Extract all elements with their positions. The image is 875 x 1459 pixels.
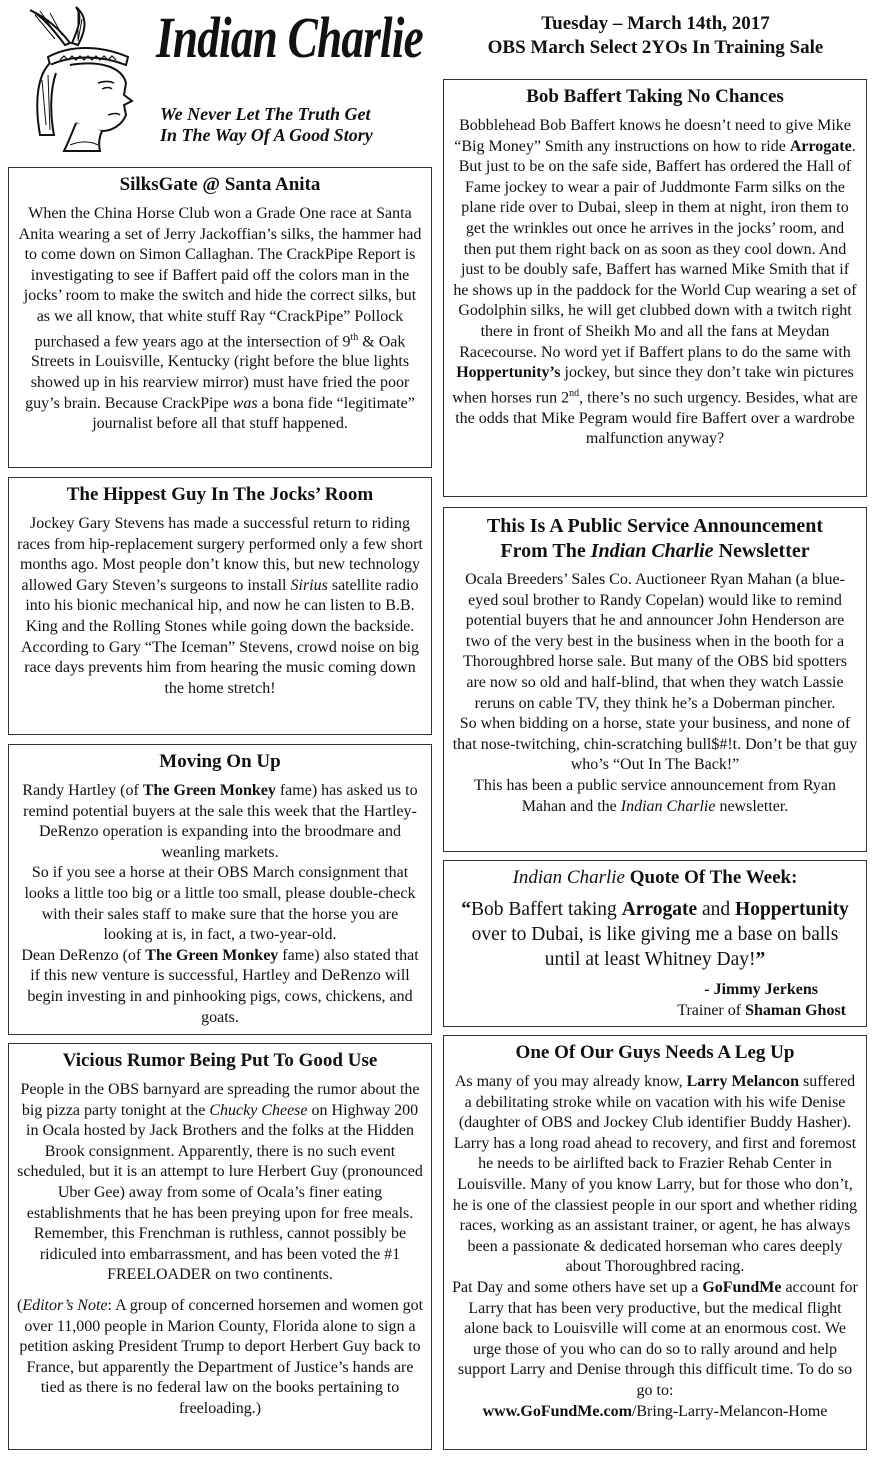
article-body: Pat Day and some others have set up a GoFundMe account for Larry that has been very productive, but the medical flight alone back to Louisville will come at an enormous cost. We urge those of you who can do so to rally around and help support Larry and Denise through this difficult time. To do so go to: [452,1278,858,1399]
quote-attribution: - Jimmy Jerkens [704,981,818,998]
quote-of-the-week [443,860,867,1027]
article-vicious-rumor [8,1043,432,1450]
editors-note: (Editor’s Note: A group of concerned horsemen and women got over 11,000 people in Marion County, Florida alone to sign a petition asking President Trump to deport Herbert Guy back to France, but apparently the Department of Justice’s hands are tied as there is no federal law on the books pertaining to freeloading.) [17,1296,424,1417]
masthead-motto [160,104,373,146]
article-body: When the China Horse Club won a Grade One race at Santa Anita wearing a set of Jerry Jackoffian’s silks, the hammer had to come down on Simon Callaghan. The CrackPipe Report is investigating to see if Baffert paid off the colors man in the jocks’ room to make the switch and hide the correct silks, but as we all know, that white stuff Ray “CrackPipe” Pollock purchased a few years ago at the intersection of 9th & Oak Streets in Louisville, Kentucky (right before the blue lights showed up in his rearview mirror) must have fried the poor guy’s brain. Because CrackPipe was a bona fide “legitimate” journalist before all that stuff happened. [18,205,422,433]
article-title: This Is A Public Service Announcement From The Indian Charlie Newsletter [486,515,824,562]
motto-line: In The Way Of A Good Story [160,125,373,145]
article-public-service [443,507,867,852]
quote-text: “Bob Baffert taking Arrogate and Hoppertunity over to Dubai, is like giving me a base on balls until at least Whitney Day!” [461,899,849,970]
article-title: Moving On Up [159,751,281,772]
article-silksgate [8,167,432,468]
issue-header [443,12,868,60]
article-body: Dean DeRenzo (of The Green Monkey fame) also stated that if this new venture is successful, Hartley and DeRenzo will begin investing in and pinhooking pigs, cows, chickens, and goats. [21,946,419,1026]
article-title: Indian Charlie Quote Of The Week: [512,867,798,888]
article-body: People in the OBS barnyard are spreading the rumor about the big pizza party tonight at the Chucky Cheese on Highway 200 in Ocala hosted by Jack Brothers and the folks at the Hidden Brook consignment. Apparently, there is no such event scheduled, but it is an attempt to lure Herbert Guy (pronounced Uber Gee) away from some of Ocala’s finer eating establishments that he has been preying upon for free meals. Remember, this Frenchman is ruthless, cannot possibly be ridiculed into embarrassment, and has been voted the #1 FREELOADER on two continents. [17,1081,423,1284]
article-body: Bobblehead Bob Baffert knows he doesn’t need to give Mike “Big Money” Smith any instructions on how to ride Arrogate. But just to be on the safe side, Baffert has ordered the Hall of Fame jockey to wear a pair of Juddmonte Farm silks on the plane ride over to Dubai, sleep in them at night, iron them to get the wrinkles out once he arrives in the jocks’ room, and then put them right back on as soon as they cool down. And just to be doubly safe, Baffert has warned Mike Smith that if he shows up in the paddock for the World Cup wearing a set of Godolphin silks, he will get clubbed down with a twitch right there in front of Sheikh Mo and all the fans at Meydan Racecourse. No word yet if Baffert plans to do the same with Hoppertunity’s jockey, but since they don’t take win pictures when horses run 2nd, there’s no such urgency. Besides, what are the odds that Mike Pegram would fire Baffert over a wardrobe malfunction anyway? [452,117,858,448]
article-body: As many of you may already know, Larry Melancon suffered a debilitating stroke while on vacation with his wife Denise (daughter of OBS and Jockey Club identifier Buddy Hasher). Larry has a long road ahead to recovery, and first and foremost he needs to be airlifted back to Frazier Rehab Center in Louisville. Many of you know Larry, but for those who don’t, he is one of the classiest people in our sport and whether riding races, working as an assistant trainer, or agent, he has always been a passionate & dedicated horseman who cares deeply about Thoroughbred racing. [452,1073,858,1276]
article-body: So when bidding on a horse, state your business, and none of that nose-twitching, chin-scratching bull$#!t. Don’t be that guy who’s “Out In The Back!” [452,715,858,774]
article-title: Bob Baffert Taking No Chances [526,86,784,107]
article-hippest-guy [8,477,432,735]
issue-event: OBS March Select 2YOs In Training Sale [487,37,824,58]
article-title: Vicious Rumor Being Put To Good Use [62,1050,378,1071]
article-leg-up [443,1035,867,1450]
issue-date: Tuesday – March 14th, 2017 [541,13,770,34]
article-title: One Of Our Guys Needs A Leg Up [515,1042,795,1063]
indian-chief-logo-icon [10,5,150,155]
article-title: SilksGate @ Santa Anita [119,174,321,195]
article-moving-on-up [8,744,432,1035]
article-title: The Hippest Guy In The Jocks’ Room [66,484,374,505]
article-body: Jockey Gary Stevens has made a successful return to riding races from hip-replacement surgery performed only a few short months ago. Most people don’t know this, but new technology allowed Gary Steven’s surgeons to install Sirius satellite radio into his bionic mechanical hip, and now he can listen to B.B. King and the Rolling Stones while going down the backside. According to Gary “The Iceman” Stevens, crowd noise on big race days prevents him from hearing the music coming down the home stretch! [17,515,423,697]
article-body: So if you see a horse at their OBS March consignment that looks a little too big or a little too small, please double-check with their sales staff to make sure that the horse you are looking at is, in fact, a two-year-old. [24,864,416,944]
quote-role: Trainer of Shaman Ghost [677,1001,846,1019]
motto-line: We Never Let The Truth Get [160,104,371,124]
gofundme-link[interactable]: www.GoFundMe.com/Bring-Larry-Melancon-Home [482,1402,828,1420]
article-body: Randy Hartley (of The Green Monkey fame) has asked us to remind potential buyers at the sale this week that the Hartley-DeRenzo operation is expanding into the broodmare and weanling markets. [22,782,418,861]
article-baffert [443,79,867,497]
article-body: This has been a public service announcement from Ryan Mahan and the Indian Charlie newsletter. [474,776,836,815]
masthead-title: Indian Charlie [156,5,423,70]
article-body: Ocala Breeders’ Sales Co. Auctioneer Ryan Mahan (a blue-eyed soul brother to Randy Copelan) would like to remind potential buyers that he and announcer John Henderson are two of the very best in the business when in the booth for a Thoroughbred horse sale. But many of the OBS bid spotters are now so old and half-blind, that when they watch Lassie reruns on cable TV, they think he’s a Doberman pincher. [463,571,847,712]
